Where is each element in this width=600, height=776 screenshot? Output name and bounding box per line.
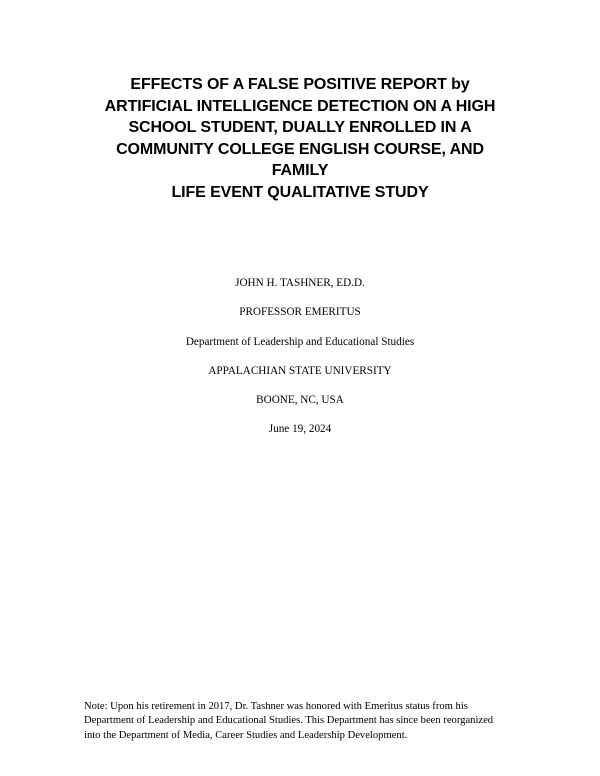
title-line: EFFECTS OF A FALSE POSITIVE REPORT by — [130, 76, 470, 93]
footnote-line: into the Department of Media, Career Studies and Leadership Development. — [84, 729, 408, 741]
title-line: FAMILY — [271, 162, 329, 179]
author-department: Department of Leadership and Educational Studies — [185, 335, 415, 348]
title-line: ARTIFICIAL INTELLIGENCE DETECTION ON A HIGH — [104, 97, 496, 115]
title-line: LIFE EVENT QUALITATIVE STUDY — [171, 183, 429, 201]
title-line: COMMUNITY COLLEGE ENGLISH COURSE, AND — [116, 140, 484, 158]
publication-date: June 19, 2024 — [268, 423, 332, 436]
author-university: APPALACHIAN STATE UNIVERSITY — [208, 364, 392, 377]
footnote-line: Department of Leadership and Educational Studies. This Department has since been reorganized — [84, 715, 494, 727]
footnote — [84, 700, 554, 743]
paper-title — [60, 74, 540, 203]
title-line: SCHOOL STUDENT, DUALLY ENROLLED IN A — [128, 119, 472, 136]
author-location: BOONE, NC, USA — [256, 394, 344, 407]
author-block — [60, 276, 540, 452]
footnote-line: Note: Upon his retirement in 2017, Dr. Tashner was honored with Emeritus status from his — [84, 701, 468, 712]
author-position: PROFESSOR EMERITUS — [239, 306, 361, 319]
author-name: JOHN H. TASHNER, ED.D. — [235, 277, 365, 289]
